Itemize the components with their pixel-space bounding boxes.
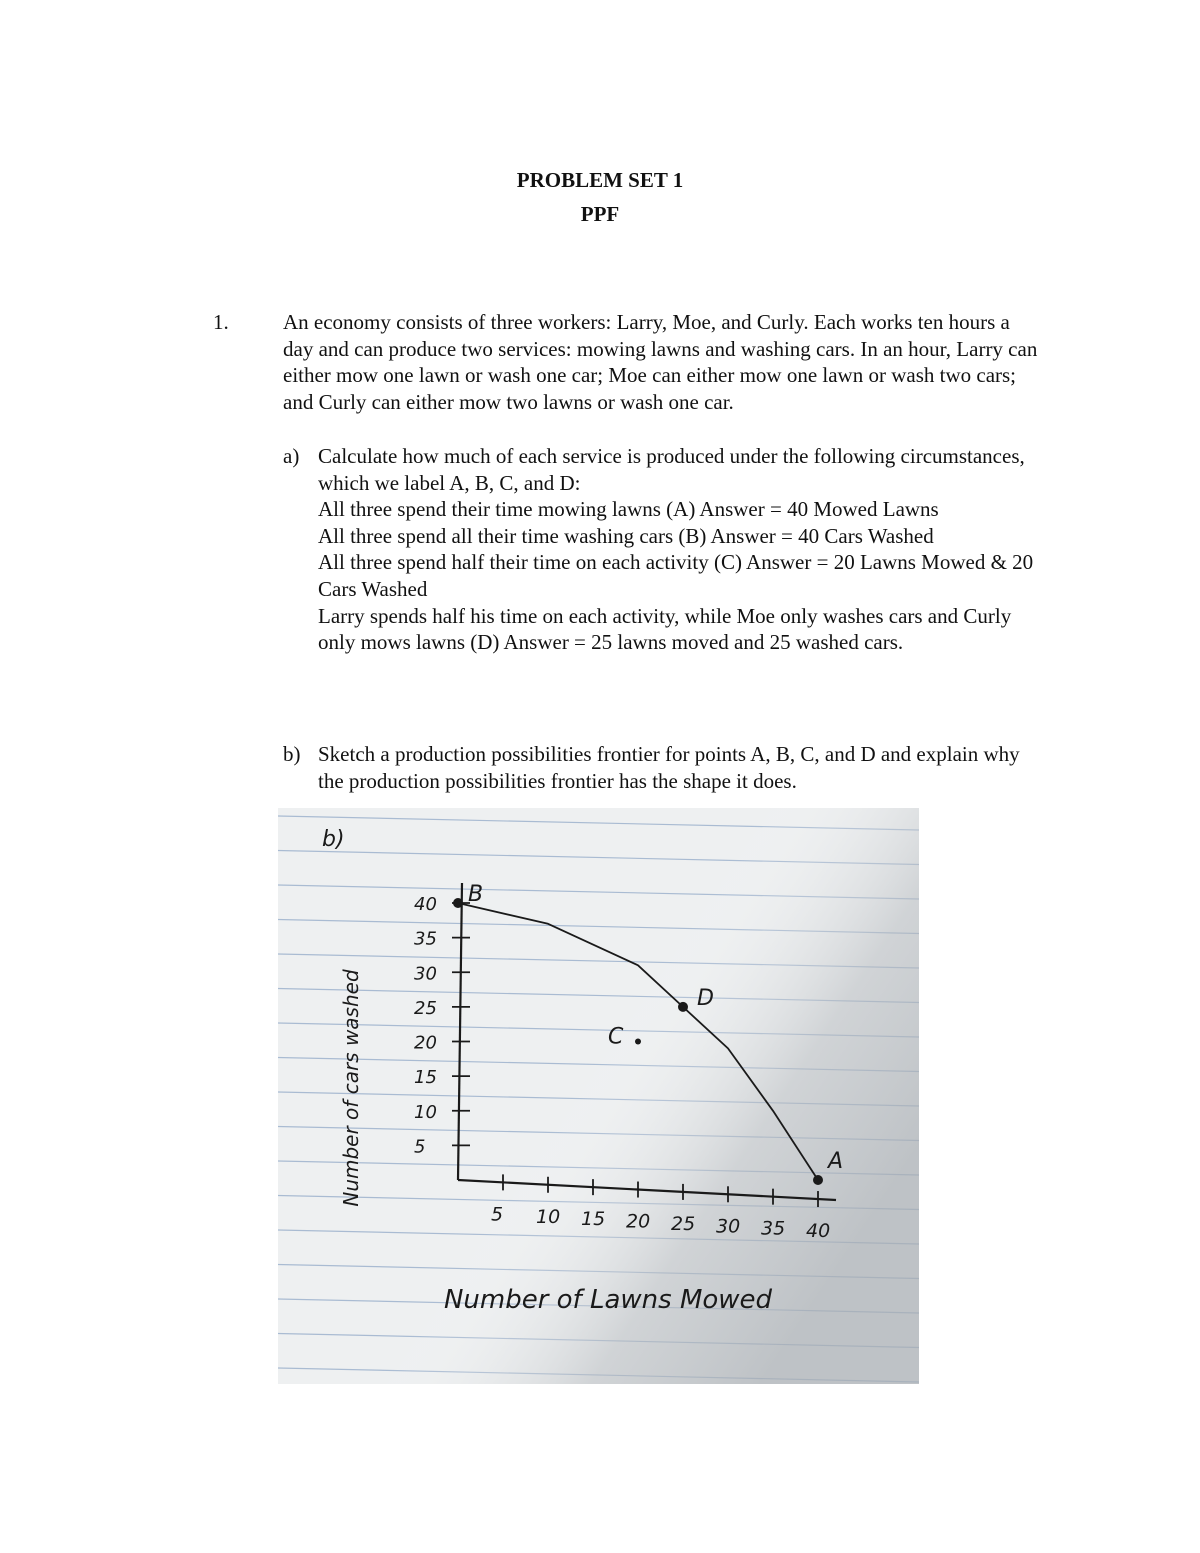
point-label-c: C (608, 1024, 624, 1050)
part-a-prompt: Calculate how much of each service is produced under the following circumstances, which we label A, B, C, and D: (318, 444, 1025, 495)
x-tick-label: 5 (491, 1203, 504, 1226)
point-a (813, 1175, 823, 1185)
point-c (635, 1039, 641, 1045)
y-tick-label: 25 (414, 997, 437, 1019)
part-b-label: b) (283, 742, 301, 766)
question-number: 1. (213, 310, 229, 334)
y-tick-label: 15 (414, 1067, 437, 1089)
x-tick-label: 30 (716, 1215, 741, 1238)
answer-b: All three spend all their time washing cars (B) Answer = 40 Cars Washed (318, 523, 934, 548)
part-a-label: a) (283, 444, 300, 468)
part-a (283, 443, 1043, 656)
point-label-b: B (468, 882, 484, 907)
x-tick-label: 15 (581, 1208, 606, 1231)
x-tick-label: 10 (536, 1205, 561, 1228)
point-label-a: A (828, 1149, 844, 1174)
x-tick-label: 35 (761, 1217, 786, 1240)
part-b (283, 741, 1043, 794)
page-subtitle: PPF (580, 202, 620, 226)
x-axis-label: Number of Lawns Mowed (443, 1285, 773, 1315)
question-stem: An economy consists of three workers: Larry, Moe, and Curly. Each works ten hours a day and can produce two services: mowing lawns and washing cars. In an hour, Larry can either mow one lawn or wash one car; Moe can either mow one lawn or wash two cars; and Curly can either mow two lawns or wash one car. (283, 310, 1038, 414)
point-b (453, 898, 463, 908)
y-tick-label: 40 (414, 894, 437, 915)
y-tick-label: 35 (414, 928, 437, 950)
y-tick-label: 10 (414, 1101, 437, 1123)
x-tick-label: 20 (626, 1210, 651, 1233)
x-tick-label: 25 (671, 1212, 696, 1235)
answer-c: All three spend half their time on each activity (C) Answer = 20 Lawns Mowed & 20 Cars Washed (318, 550, 1034, 601)
y-axis-label: Number of cars washed (339, 969, 363, 1207)
y-tick-label: 5 (414, 1136, 426, 1158)
point-d (678, 1002, 688, 1012)
answer-a: All three spend their time mowing lawns (A) Answer = 40 Mowed Lawns (318, 497, 939, 522)
ppf-chart (278, 808, 919, 1384)
y-tick-label: 20 (414, 1032, 437, 1054)
point-label-d: D (697, 985, 714, 1011)
x-tick-label: 40 (806, 1220, 831, 1243)
y-tick-label: 30 (414, 963, 437, 985)
answer-d: Larry spends half his time on each activity, while Moe only washes cars and Curly only mows lawns (D) Answer = 25 lawns moved and 25 washed cars. (318, 603, 1012, 655)
page-title: PROBLEM SET 1 (516, 168, 684, 192)
ppf-sketch-photo (278, 808, 919, 1384)
part-b-prompt: Sketch a production possibilities frontier for points A, B, C, and D and explain why the production possibilities frontier has the shape it does. (318, 742, 1020, 793)
sketch-part-label: b) (322, 827, 345, 852)
